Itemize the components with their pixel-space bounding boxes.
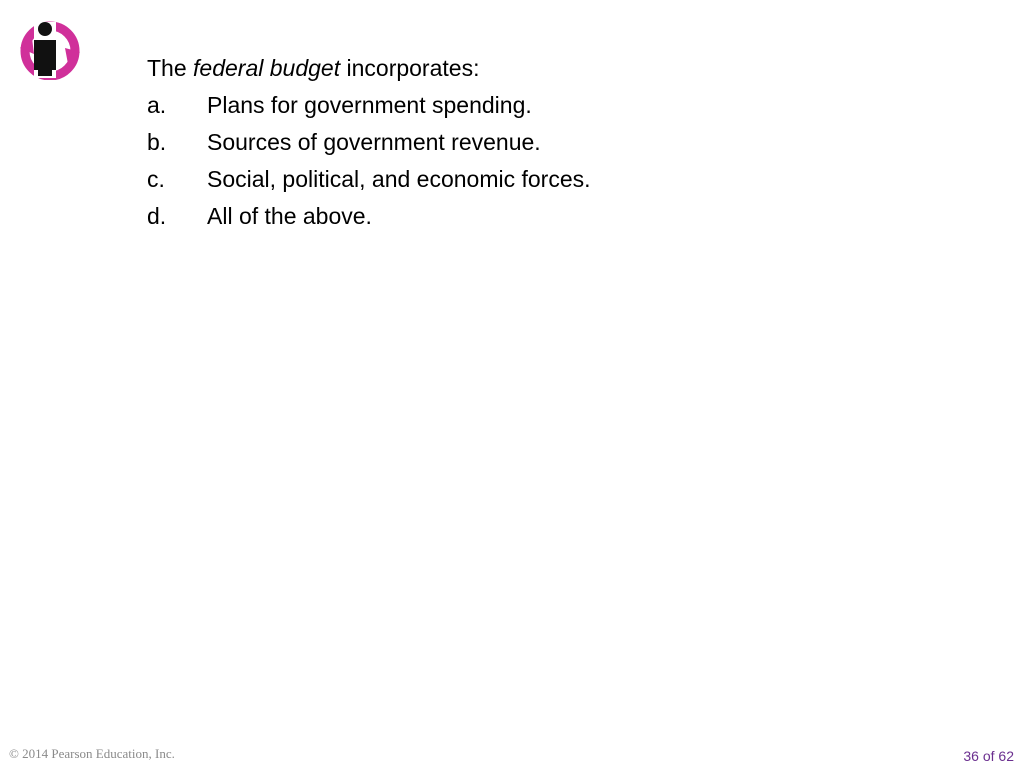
answer-option-c <box>147 161 967 198</box>
option-letter: a. <box>147 92 167 118</box>
answer-option-b <box>147 124 967 161</box>
answer-option-d <box>147 198 967 235</box>
option-letter: b. <box>147 129 167 155</box>
option-text: All of the above. <box>207 203 372 229</box>
option-text: Sources of government revenue. <box>207 129 541 155</box>
info-person-cycle-icon <box>12 18 86 80</box>
option-letter: d. <box>147 203 167 229</box>
stem-prefix: The <box>147 55 187 81</box>
question-stem <box>147 50 967 87</box>
question-block <box>147 50 967 235</box>
stem-suffix: incorporates: <box>346 55 480 81</box>
stem-emphasis: federal budget <box>193 55 341 81</box>
page-number: 36 of 62 <box>963 748 1014 764</box>
option-text: Social, political, and economic forces. <box>207 166 591 192</box>
answer-option-a <box>147 87 967 124</box>
option-text: Plans for government spending. <box>207 92 532 118</box>
option-letter: c. <box>147 166 165 192</box>
answer-options <box>147 87 967 235</box>
copyright-notice: © 2014 Pearson Education, Inc. <box>9 746 175 761</box>
